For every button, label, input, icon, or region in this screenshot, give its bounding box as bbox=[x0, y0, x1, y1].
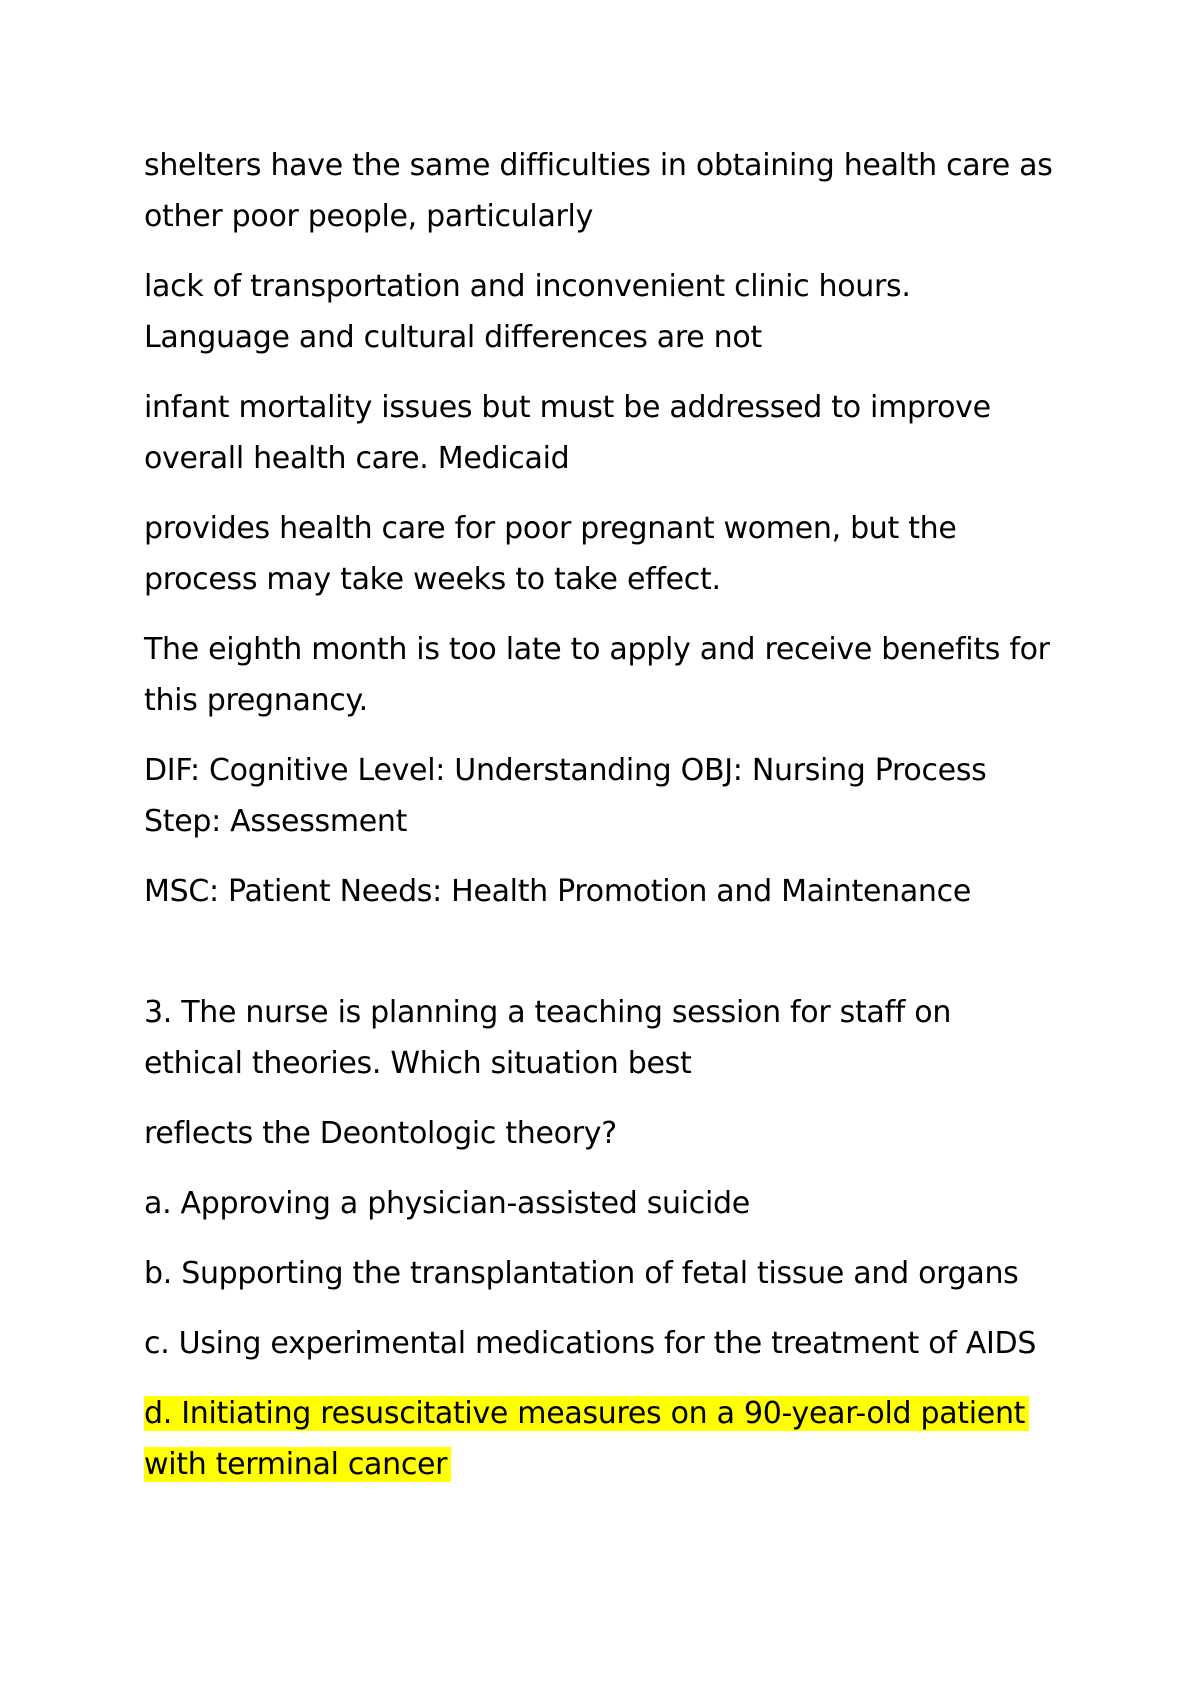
highlighted-answer: d. Initiating resuscitative measures on a 90-year-old patient with terminal cancer bbox=[144, 1396, 1029, 1482]
document-body bbox=[144, 140, 1054, 1509]
msc-line: MSC: Patient Needs: Health Promotion and Maintenance bbox=[144, 874, 971, 909]
rationale-paragraph-5: The eighth month is too late to apply and receive benefits for this pregnancy. bbox=[144, 632, 1050, 718]
option-d-answer bbox=[144, 1388, 1054, 1490]
question-stem: 3. The nurse is planning a teaching session for staff on ethical theories. Which situation best bbox=[144, 995, 952, 1081]
rationale-paragraph-1: shelters have the same difficulties in obtaining health care as other poor people, particularly bbox=[144, 148, 1053, 234]
rationale-paragraph-2: lack of transportation and inconvenient clinic hours. Language and cultural differences are not bbox=[144, 269, 911, 355]
option-b: b. Supporting the transplantation of fetal tissue and organs bbox=[144, 1256, 1019, 1291]
rationale-paragraph-3: infant mortality issues but must be addressed to improve overall health care. Medicaid bbox=[144, 390, 991, 476]
option-c: c. Using experimental medications for the treatment of AIDS bbox=[144, 1326, 1037, 1361]
difficulty-objective-line: DIF: Cognitive Level: Understanding OBJ: Nursing Process Step: Assessment bbox=[144, 753, 987, 839]
question-stem-continued: reflects the Deontologic theory? bbox=[144, 1116, 617, 1151]
option-a: a. Approving a physician-assisted suicide bbox=[144, 1186, 750, 1221]
rationale-paragraph-4: provides health care for poor pregnant women, but the process may take weeks to take effect. bbox=[144, 511, 957, 597]
